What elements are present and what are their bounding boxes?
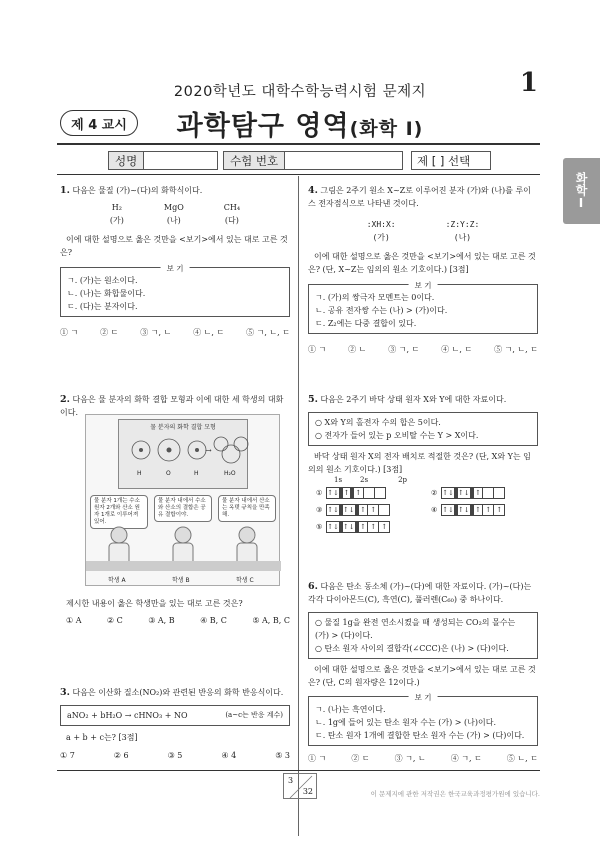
q1-number: 1. xyxy=(60,185,70,196)
q4-choice-4[interactable]: ④ ㄴ, ㄷ xyxy=(441,345,473,354)
q5-hdr-2p: 2p xyxy=(398,476,408,484)
q5-option[interactable] xyxy=(316,504,421,516)
orbital-box xyxy=(374,488,385,499)
q1-choice-4[interactable]: ④ ㄴ, ㄷ xyxy=(193,328,225,337)
q6-bogi-a: ㄱ. (나)는 흑연이다. xyxy=(315,705,386,714)
q4-choice-3[interactable]: ③ ㄱ, ㄷ xyxy=(388,345,420,354)
q6-choices xyxy=(308,752,538,765)
page-current: 3 xyxy=(288,776,294,785)
q5-stem: 다음은 2주기 바닥 상태 원자 X와 Y에 대한 자료이다. xyxy=(320,395,507,404)
q1-formula-a: H₂ xyxy=(111,203,122,212)
q2-choice-4[interactable]: ④ B, C xyxy=(200,616,227,625)
page-total: 32 xyxy=(302,787,313,796)
q5-number: 5. xyxy=(308,394,318,405)
q5-question: 바닥 상태 원자 X의 전자 배치로 적절한 것은? (단, X와 Y는 임의의 원소 기호이다.) [3점] xyxy=(308,452,531,474)
q6-choice-2[interactable]: ② ㄷ xyxy=(351,754,370,763)
orbital-box xyxy=(379,505,390,516)
exam-number-label: 수험 번호 xyxy=(224,152,285,169)
student-a-label: 학생 A xyxy=(108,577,126,584)
svg-text:→: → xyxy=(205,446,212,455)
orbital-box: ↑ xyxy=(368,522,379,533)
q3-choices xyxy=(60,749,290,762)
exam-title: 2020학년도 대학수학능력시험 문제지 xyxy=(173,84,427,100)
copyright-note: 이 문제지에 관한 저작권은 한국교육과정평가원에 있습니다. xyxy=(370,790,540,798)
q6-bogi-title: 보 기 xyxy=(409,691,438,704)
q1-stem: 다음은 물질 (가)~(다)의 화학식이다. xyxy=(72,186,203,195)
q3-choice-3[interactable]: ③ 5 xyxy=(167,751,183,760)
q1-choice-3[interactable]: ③ ㄱ, ㄴ xyxy=(140,328,172,337)
q4-label-a: (가) xyxy=(372,233,390,242)
q6-data-a: ○ 물질 1g을 완전 연소시켰을 때 생성되는 CO₂의 몰수는 (가) > (다)이다. xyxy=(315,618,516,640)
q3-choice-5[interactable]: ⑤ 3 xyxy=(275,751,290,760)
q5-data-b: ○ 전자가 들어 있는 p 오비탈 수는 Y > X이다. xyxy=(315,431,479,440)
q6-bogi-c: ㄷ. 탄소 원자 1개에 결합한 탄소 원자 수는 (가) > (다)이다. xyxy=(315,731,525,740)
q6-question: 이에 대한 설명으로 옳은 것만을 <보기>에서 있는 대로 고른 것은? (단, C의 원자량은 12이다.) xyxy=(308,665,536,687)
q2-atom-h2o: H₂O xyxy=(224,470,236,477)
orbital-box: ↑↓ xyxy=(442,506,455,514)
q6-data-b: ○ 탄소 원자 사이의 결합각(∠CCC)은 (나) > (다)이다. xyxy=(315,644,509,653)
orbital-box: ↑ xyxy=(357,505,368,516)
page-badge: 1 xyxy=(519,68,538,98)
q6-bogi-b: ㄴ. 1g에 들어 있는 탄소 원자 수는 (가) > (나)이다. xyxy=(315,718,497,727)
q5-orbital-boxes xyxy=(326,504,390,516)
q2-choices xyxy=(66,616,290,625)
subject-sub: (화학 I) xyxy=(349,118,424,140)
q6-stem: 다음은 탄소 동소체 (가)~(다)에 대한 자료이다. (가)~(다)는 각각 다이아몬드(C), 흑연(C), 풀러렌(C₆₀) 중 하나이다. xyxy=(308,582,532,604)
q1-label-a: (가) xyxy=(109,216,124,225)
header-rule xyxy=(57,143,540,145)
q2-choice-3[interactable]: ③ A, B xyxy=(148,616,175,625)
q5-orbital-boxes xyxy=(441,487,505,499)
orbital-box xyxy=(494,488,505,499)
q6-choice-3[interactable]: ③ ㄱ, ㄴ xyxy=(394,754,426,763)
q2-stem: 다음은 물 분자의 화학 결합 모형과 이에 대한 세 학생의 대화이다. xyxy=(60,395,284,417)
q2-board xyxy=(118,419,248,489)
orbital-box: ↑ xyxy=(494,505,505,516)
page-indicator xyxy=(283,773,317,799)
q2-choice-2[interactable]: ② C xyxy=(106,616,123,625)
q2-atom-h1: H xyxy=(137,470,142,477)
info-bar xyxy=(108,151,538,170)
q6-choice-4[interactable]: ④ ㄱ, ㄷ xyxy=(450,754,482,763)
q2-board-title: 물 분자의 화학 결합 모형 xyxy=(150,424,216,431)
q2-question: 제시한 내용이 옳은 학생만을 있는 대로 고른 것은? xyxy=(66,599,243,608)
info-rule xyxy=(57,174,540,175)
subject-title xyxy=(0,104,600,143)
q2-atom-h2: H xyxy=(194,470,199,477)
students-illustration xyxy=(86,523,281,573)
q4-bogi xyxy=(308,281,538,334)
orbital-box: ↑↓ xyxy=(327,523,340,531)
orbital-box: ↑ xyxy=(483,505,494,516)
q2-number: 2. xyxy=(60,394,70,405)
q5-option-grid xyxy=(316,487,536,533)
q4-structures xyxy=(308,218,538,244)
q3-choice-4[interactable]: ④ 4 xyxy=(221,751,237,760)
q1-label-b: (나) xyxy=(166,216,181,225)
q5-option[interactable] xyxy=(316,521,421,533)
choice-label: 제 [ ] 선택 xyxy=(417,153,471,168)
subject-main: 과학탐구 영역 xyxy=(176,111,350,142)
question-6 xyxy=(308,580,538,765)
q4-choice-1[interactable]: ① ㄱ xyxy=(308,345,327,354)
q4-bogi-a: ㄱ. (가)의 쌍극자 모멘트는 0이다. xyxy=(315,293,435,302)
choice-field[interactable] xyxy=(411,151,491,170)
q2-atom-o: O xyxy=(166,470,171,477)
period-label: 제 4 교시 xyxy=(60,110,138,136)
q2-bubble-a: 물 분자 1개는 수소 원자 2개와 산소 원자 1개로 이루어져 있어. xyxy=(90,495,148,529)
q3-choice-2[interactable]: ② 6 xyxy=(113,751,129,760)
orbital-box: ↑ xyxy=(379,522,390,533)
q1-choice-2[interactable]: ② ㄷ xyxy=(100,328,119,337)
q5-option-number: ⑤ xyxy=(316,523,323,531)
q3-equation: aNO₂ + bH₂O → cHNO₃ + NO xyxy=(67,711,188,720)
q6-choice-5[interactable]: ⑤ ㄴ, ㄷ xyxy=(506,754,538,763)
q3-stem: 다음은 이산화 질소(NO₂)와 관련된 반응의 화학 반응식이다. xyxy=(72,688,284,697)
orbital-box: ↑ xyxy=(472,505,483,516)
side-tab: 화학I xyxy=(563,158,600,224)
exam-number-field[interactable] xyxy=(223,151,403,170)
q4-number: 4. xyxy=(308,185,318,196)
q3-equation-note: (a~c는 반응 계수) xyxy=(225,711,283,719)
q2-choice-1[interactable]: ① A xyxy=(66,616,82,625)
q6-choice-1[interactable]: ① ㄱ xyxy=(308,754,327,763)
q1-bogi-title: 보 기 xyxy=(161,262,190,275)
q5-option[interactable] xyxy=(431,504,536,516)
question-1 xyxy=(60,184,290,339)
q1-bogi-c: ㄷ. (다)는 분자이다. xyxy=(67,302,138,311)
q2-figure xyxy=(85,414,280,586)
orbital-box xyxy=(483,488,494,499)
q4-bogi-title: 보 기 xyxy=(409,279,438,292)
q1-choice-5[interactable]: ⑤ ㄱ, ㄴ, ㄷ xyxy=(246,328,290,337)
q4-structure-b: :Z:Y:Z: xyxy=(445,220,480,229)
orbital-box: ↑↓ xyxy=(343,523,355,531)
orbital-box: ↑↓ xyxy=(327,506,340,514)
q2-bubble-b: 물 분자 내에서 수소와 산소의 결합은 공유 결합이야. xyxy=(154,495,212,522)
orbital-box: ↑ xyxy=(368,505,379,516)
water-molecule-icon xyxy=(119,430,249,490)
q5-option-number: ④ xyxy=(431,506,438,514)
q5-hdr-1s: 1s xyxy=(334,476,343,484)
q1-choices xyxy=(60,326,290,339)
q5-orbitals xyxy=(316,476,536,533)
q5-hdr-2s: 2s xyxy=(360,476,369,484)
q1-question: 이에 대한 설명으로 옳은 것만을 <보기>에서 있는 대로 고른 것은? xyxy=(60,235,288,257)
q4-choices xyxy=(308,343,538,356)
q5-option-number: ③ xyxy=(316,506,323,514)
q4-structure-a: :XH:X: xyxy=(366,220,396,229)
orbital-box xyxy=(363,488,374,499)
orbital-box: ↑ xyxy=(472,488,483,499)
orbital-box: ↑↓ xyxy=(327,489,340,497)
q1-bogi-b: ㄴ. (나)는 화합물이다. xyxy=(67,289,146,298)
q5-option-number: ① xyxy=(316,489,323,497)
q5-orbital-boxes xyxy=(441,504,505,516)
orbital-box: ↑↓ xyxy=(442,489,455,497)
orbital-box: ↑ xyxy=(341,488,352,499)
orbital-box: ↑ xyxy=(352,488,363,499)
q4-label-b: (나) xyxy=(453,233,472,242)
q2-choice-5[interactable]: ⑤ A, B, C xyxy=(252,616,290,625)
q1-label-c: (다) xyxy=(224,216,239,225)
q6-data-box xyxy=(308,612,538,659)
question-5 xyxy=(308,393,538,476)
question-3 xyxy=(60,686,290,762)
q5-option-number: ② xyxy=(431,489,438,497)
question-4 xyxy=(308,184,538,356)
name-field[interactable] xyxy=(108,151,218,170)
q3-question: a + b + c는? [3점] xyxy=(66,733,138,742)
column-divider xyxy=(298,176,299,836)
q1-bogi-a: ㄱ. (가)는 원소이다. xyxy=(67,276,138,285)
q1-formulas xyxy=(60,201,290,227)
q1-formula-c: CH₄ xyxy=(223,203,241,212)
q3-equation-box xyxy=(60,705,290,726)
q1-formula-b: MgO xyxy=(163,203,184,212)
q1-bogi xyxy=(60,264,290,317)
student-b-label: 학생 B xyxy=(172,577,190,584)
q4-choice-5[interactable]: ⑤ ㄱ, ㄴ, ㄷ xyxy=(494,345,538,354)
footer-rule xyxy=(57,770,540,771)
student-c-label: 학생 C xyxy=(236,577,254,584)
q5-orbital-boxes xyxy=(326,521,390,533)
name-label: 성명 xyxy=(109,152,144,169)
q5-data-a: ○ X와 Y의 홀전자 수의 합은 5이다. xyxy=(315,418,441,427)
q5-option[interactable] xyxy=(316,487,421,499)
orbital-box: ↑↓ xyxy=(458,489,470,497)
q3-number: 3. xyxy=(60,687,70,698)
q3-choice-1[interactable]: ① 7 xyxy=(60,751,75,760)
q5-option[interactable] xyxy=(431,487,536,499)
q4-question: 이에 대한 설명으로 옳은 것만을 <보기>에서 있는 대로 고른 것은? (단, X~Z는 임의의 원소 기호이다.) [3점] xyxy=(308,252,536,274)
q6-bogi xyxy=(308,693,538,746)
q4-stem: 그림은 2주기 원소 X~Z로 이루어진 분자 (가)와 (나)를 루이스 전자점식으로 나타낸 것이다. xyxy=(308,186,531,208)
q1-choice-1[interactable]: ① ㄱ xyxy=(60,328,79,337)
orbital-box: ↑↓ xyxy=(458,506,470,514)
q4-bogi-b: ㄴ. 공유 전자쌍 수는 (나) > (가)이다. xyxy=(315,306,448,315)
q6-number: 6. xyxy=(308,581,318,592)
q4-choice-2[interactable]: ② ㄴ xyxy=(348,345,367,354)
q5-headers-left xyxy=(316,476,536,484)
q4-bogi-c: ㄷ. Z₂에는 다중 결합이 있다. xyxy=(315,319,417,328)
q5-data-box xyxy=(308,412,538,446)
orbital-box: ↑↓ xyxy=(343,506,355,514)
q2-bubble-c: 물 분자 내에서 산소는 옥텟 규칙을 만족해. xyxy=(218,495,276,522)
orbital-box: ↑ xyxy=(357,522,368,533)
q5-orbital-boxes xyxy=(326,487,385,499)
